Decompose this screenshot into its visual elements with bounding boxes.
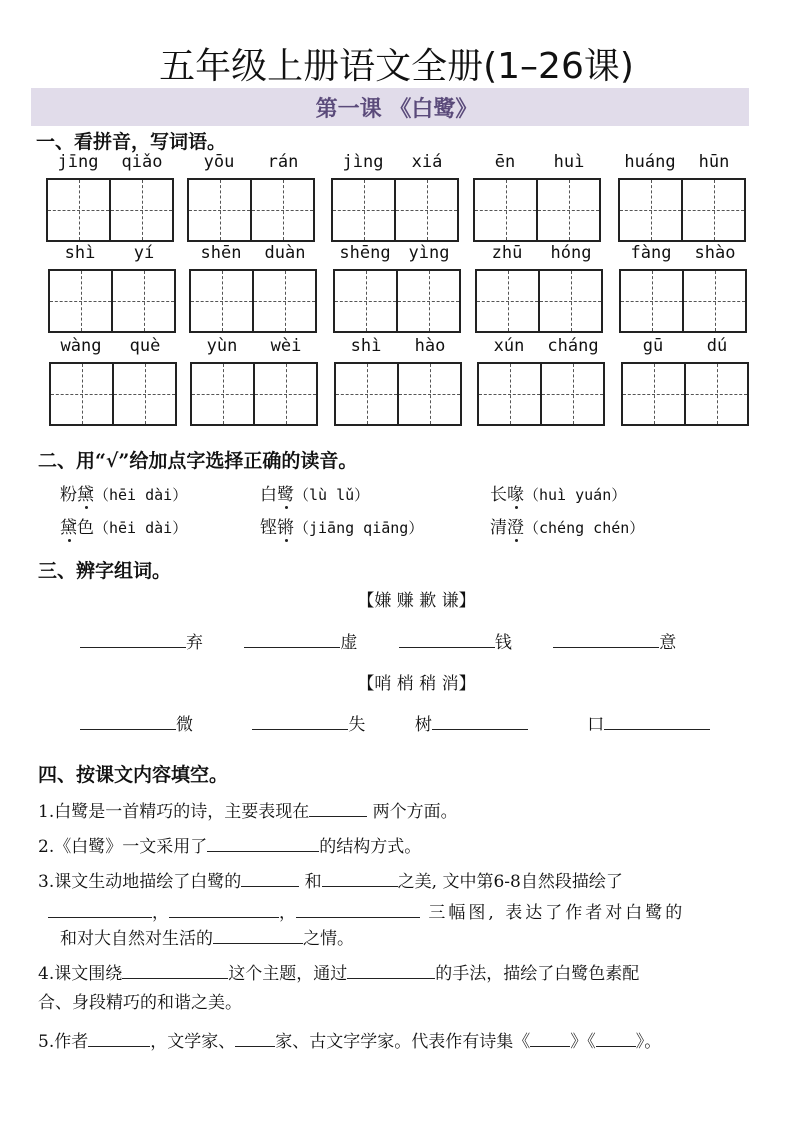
pinyin-label: qiǎo [121,152,163,172]
blank[interactable] [213,927,303,944]
char-cell[interactable] [113,271,174,331]
text: 之情。 [303,929,354,949]
pinyin-options[interactable]: （hēi dài） [94,519,188,537]
writing-box[interactable] [189,269,317,333]
char-cell[interactable] [48,180,111,240]
pinyin-label: gū [642,336,664,356]
writing-box[interactable] [333,269,461,333]
char: 意 [659,633,677,653]
char: 铿 [260,518,277,538]
char: 鹭 [277,485,294,505]
char-cell[interactable] [114,364,175,424]
text: 3.课文生动地描绘了白鹭的 [38,872,242,892]
char-cell[interactable] [336,364,399,424]
blank[interactable] [48,901,152,918]
pinyin-label: shēn [200,243,242,263]
reading-item [60,513,187,538]
char: 清 [490,518,507,538]
text: 的结构方式。 [319,837,422,857]
char: 黛 [60,518,77,538]
char-cell[interactable] [683,180,744,240]
section1-heading: 一、看拼音，写词语。 [36,131,227,153]
blank[interactable] [241,870,299,887]
pinyin-label: yùn [206,336,238,356]
char-cell[interactable] [255,364,316,424]
blank[interactable] [530,1030,570,1047]
writing-box[interactable] [48,269,176,333]
blank[interactable] [347,962,435,979]
char: 失 [348,715,366,735]
reading-item [60,480,187,505]
pinyin-label: shì [350,336,382,356]
char-cell[interactable] [623,364,686,424]
question-4-line-2: 合、身段精巧的和谐之美。 [38,993,242,1013]
question-5 [38,1030,661,1051]
char: 黛 [77,485,94,505]
pinyin-label: shēng [339,243,391,263]
char-cell[interactable] [684,271,745,331]
blank[interactable] [80,631,186,648]
pinyin-label: dú [706,336,728,356]
blank[interactable] [235,1030,275,1047]
char-cell[interactable] [189,180,252,240]
pinyin-label: cháng [547,336,599,356]
section3-heading: 三、辨字组词。 [38,560,172,582]
char-cell[interactable] [254,271,315,331]
char-cell[interactable] [252,180,313,240]
char: 喙 [507,485,524,505]
writing-box[interactable] [477,362,605,426]
text: ， [279,903,296,923]
pinyin-label: wèi [270,336,302,356]
writing-box[interactable] [187,178,315,242]
pinyin-label: xiá [411,152,443,172]
question-3-line-2 [48,901,685,922]
char: 弃 [186,633,203,653]
char-cell[interactable] [540,271,601,331]
pinyin-label: xún [493,336,525,356]
writing-box[interactable] [621,362,749,426]
text: 和对大自然对生活的 [60,929,213,949]
reading-item [490,513,644,538]
blank[interactable] [122,962,228,979]
pinyin-label: yí [133,243,155,263]
pinyin-label: huì [553,152,585,172]
writing-box[interactable] [618,178,746,242]
char-cell[interactable] [396,180,457,240]
text: ， [152,903,169,923]
blank[interactable] [596,1030,636,1047]
pinyin-label: ēn [494,152,516,172]
char-cell[interactable] [50,271,113,331]
pinyin-label: yōu [203,152,235,172]
text: 的手法，描绘了白鹭色素配 [435,964,640,984]
blank[interactable] [309,800,367,817]
char: 口 [587,715,605,735]
char-cell[interactable] [475,180,538,240]
pinyin-label: huáng [624,152,676,172]
pinyin-label: hūn [698,152,730,172]
char-cell[interactable] [479,364,542,424]
blank[interactable] [169,901,279,918]
char-cell[interactable] [620,180,683,240]
blank[interactable] [244,631,340,648]
question-4 [38,962,639,983]
writing-box[interactable] [473,178,601,242]
text: 之美, 文中第6-8自然段描绘了 [397,872,623,892]
reading-item [260,513,423,538]
blank[interactable] [432,713,528,730]
word-row-2 [80,710,710,735]
char-cell[interactable] [111,180,172,240]
pinyin-options[interactable]: （lù lǔ） [294,486,370,504]
pinyin-label: hào [414,336,446,356]
char-group-2: 【哨 梢 稍 消】 [357,674,476,694]
blank[interactable] [399,631,495,648]
text: 和 [299,872,322,892]
section2-heading: 二、用“√”给加点字选择正确的读音。 [38,450,358,472]
blank[interactable] [88,1030,150,1047]
char-cell[interactable] [191,271,254,331]
pinyin-label: shì [64,243,96,263]
char-cell[interactable] [542,364,603,424]
blank[interactable] [80,713,176,730]
text: 两个方面。 [367,802,458,822]
blank[interactable] [296,901,420,918]
blank[interactable] [553,631,659,648]
char-cell[interactable] [399,364,460,424]
pinyin-label: shào [694,243,736,263]
char: 微 [176,715,193,735]
char-cell[interactable] [686,364,747,424]
text: 家、古文字学家。代表作有诗集《 [275,1032,531,1052]
pinyin-options[interactable]: （huì yuán） [524,486,627,504]
text: 2.《白鹭》一文采用了 [38,837,208,857]
blank[interactable] [604,713,710,730]
writing-box[interactable] [475,269,603,333]
text: 5.作者 [38,1032,89,1052]
char: 白 [260,485,277,505]
pinyin-label: jīng [57,152,99,172]
pinyin-label: rán [267,152,299,172]
pinyin-options[interactable]: （hēi dài） [94,486,188,504]
writing-box[interactable] [334,362,462,426]
reading-item [260,480,369,505]
char: 色 [77,518,94,538]
text: 》《 [570,1032,596,1052]
writing-box[interactable] [190,362,318,426]
question-3-line-3 [60,927,354,948]
char-cell[interactable] [621,271,684,331]
text: 这个主题，通过 [228,964,348,984]
pinyin-label: hóng [550,243,592,263]
text: 》。 [635,1032,662,1052]
word-row-1 [80,628,676,653]
char-cell[interactable] [51,364,114,424]
char: 钱 [494,633,512,653]
char-cell[interactable] [398,271,459,331]
pinyin-label: què [129,336,161,356]
char-cell[interactable] [192,364,255,424]
pinyin-label: yìng [408,243,450,263]
writing-box[interactable] [619,269,747,333]
char-cell[interactable] [335,271,398,331]
blank[interactable] [207,835,319,852]
blank[interactable] [322,870,398,887]
char: 树 [414,715,432,735]
char-group-1: 【嫌 赚 歉 谦】 [357,591,476,611]
question-1 [38,800,458,821]
char: 粉 [60,485,77,505]
pinyin-label: duàn [264,243,306,263]
pinyin-label: jìng [342,152,384,172]
question-2 [38,835,421,856]
page-title: 五年级上册语文全册(1–26课) [159,46,634,87]
writing-box[interactable] [331,178,459,242]
char-cell[interactable] [333,180,396,240]
writing-box[interactable] [49,362,177,426]
char-cell[interactable] [477,271,540,331]
pinyin-label: wàng [60,336,102,356]
reading-item [490,480,626,505]
pinyin-label: fàng [630,243,672,263]
blank[interactable] [252,713,348,730]
pinyin-options[interactable]: （jiāng qiāng） [294,519,424,537]
char: 澄 [507,518,524,538]
text: ，文学家、 [150,1032,236,1052]
text: 4.课文围绕 [38,964,123,984]
char-cell[interactable] [538,180,599,240]
char: 长 [490,485,507,505]
text: 1.白鹭是一首精巧的诗，主要表现在 [38,802,310,822]
lesson-title: 第一课 《白鹭》 [315,96,478,122]
pinyin-label: zhū [491,243,523,263]
char: 锵 [277,518,294,538]
pinyin-options[interactable]: （chéng chén） [524,519,645,537]
text: 三幅图, 表达了作者对白鹭的 [420,903,686,923]
writing-box[interactable] [46,178,174,242]
question-3 [38,870,623,891]
char: 虚 [340,633,358,653]
section4-heading: 四、按课文内容填空。 [38,764,229,786]
